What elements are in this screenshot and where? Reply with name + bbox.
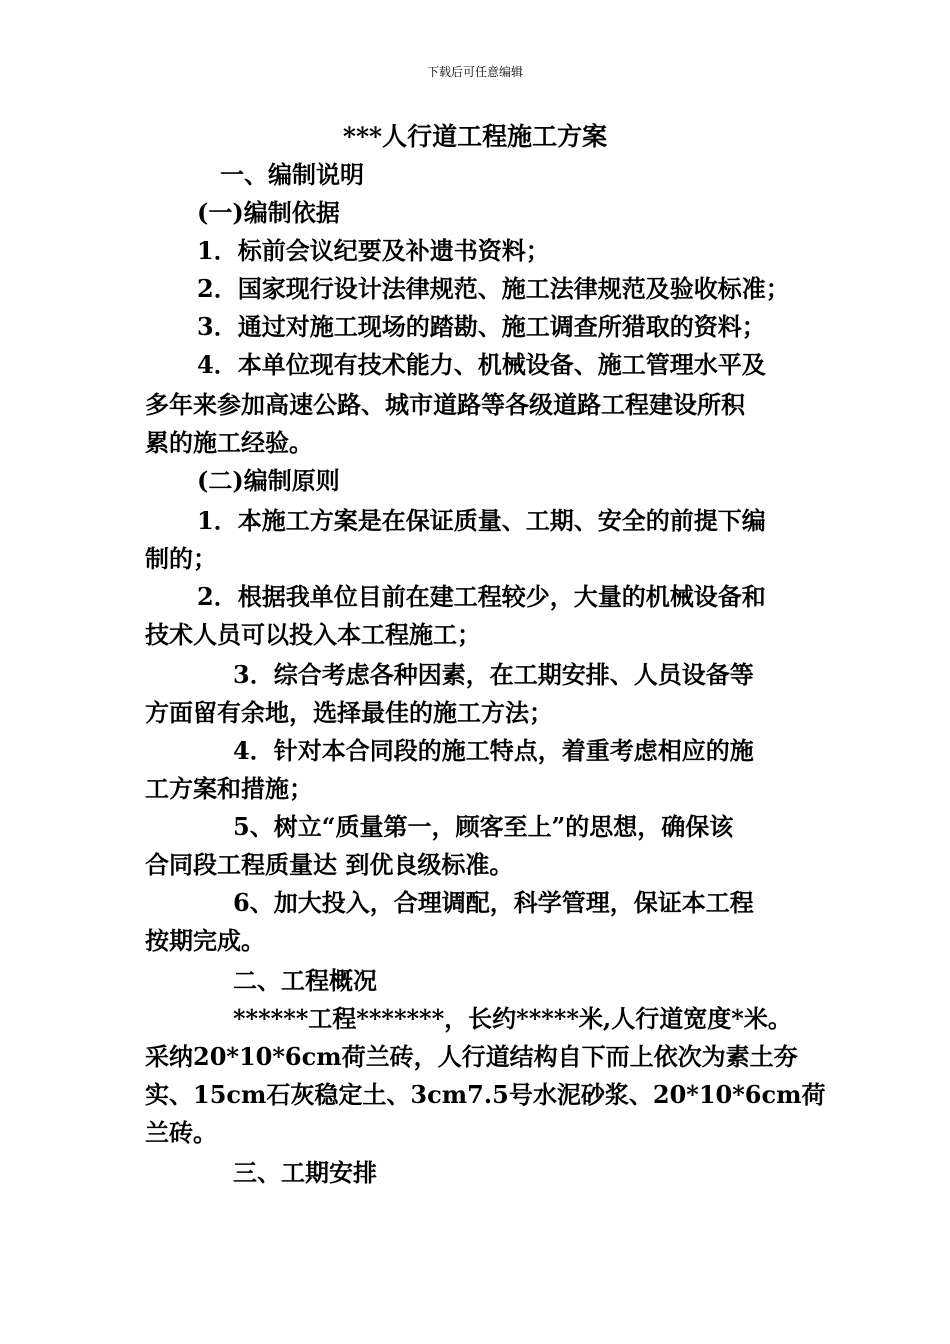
section-heading-3: 三、工期安排 <box>233 1158 377 1187</box>
paragraph-line: 6、加大投入，合理调配，科学管理，保证本工程 <box>233 888 754 917</box>
paragraph-line: 兰砖。 <box>145 1118 217 1147</box>
paragraph-line: 3．通过对施工现场的踏勘、施工调查所猎取的资料； <box>197 312 766 341</box>
paragraph-line: 方面留有余地，选择最佳的施工方法； <box>145 698 553 727</box>
paragraph-line: 2．国家现行设计法律规范、施工法律规范及验收标准； <box>197 274 790 303</box>
paragraph-line: 多年来参加高速公路、城市道路等各级道路工程建设所积 <box>145 390 745 419</box>
paragraph-line: 2．根据我单位目前在建工程较少，大量的机械设备和 <box>197 582 766 611</box>
paragraph-line: 1．本施工方案是在保证质量、工期、安全的前提下编 <box>197 506 766 535</box>
paragraph-line: 4．本单位现有技术能力、机械设备、施工管理水平及 <box>197 350 766 379</box>
paragraph-line: 技术人员可以投入本工程施工； <box>145 620 481 649</box>
paragraph-line: 1．标前会议纪要及补遗书资料； <box>197 236 550 265</box>
paragraph-line: 5、树立“质量第一，顾客至上”的思想，确保该 <box>233 812 734 841</box>
paragraph-line: ******工程*******，长约*****米,人行道宽度*米。 <box>233 1004 792 1033</box>
section-heading-1: 一、编制说明 <box>220 160 364 189</box>
paragraph-line: 合同段工程质量达 到优良级标准。 <box>145 850 514 879</box>
paragraph-line: 3．综合考虑各种因素，在工期安排、人员设备等 <box>233 660 754 689</box>
download-note: 下载后可任意编辑 <box>426 65 523 79</box>
document-title: ***人行道工程施工方案 <box>342 122 608 151</box>
paragraph-line: 按期完成。 <box>145 926 265 955</box>
paragraph-line: 工方案和措施； <box>145 774 313 803</box>
subsection-heading-principles: (二)编制原则 <box>197 466 340 495</box>
paragraph-line: 制的； <box>145 544 217 573</box>
paragraph-line: 实、15cm石灰稳定土、3cm7.5号水泥砂浆、20*10*6cm荷 <box>145 1080 826 1109</box>
subsection-heading-basis: (一)编制依据 <box>197 198 340 227</box>
paragraph-line: 采纳20*10*6cm荷兰砖，人行道结构自下而上依次为素土夯 <box>145 1042 798 1071</box>
paragraph-line: 4．针对本合同段的施工特点，着重考虑相应的施 <box>233 736 754 765</box>
section-heading-2: 二、工程概况 <box>233 966 377 995</box>
paragraph-line: 累的施工经验。 <box>145 428 313 457</box>
